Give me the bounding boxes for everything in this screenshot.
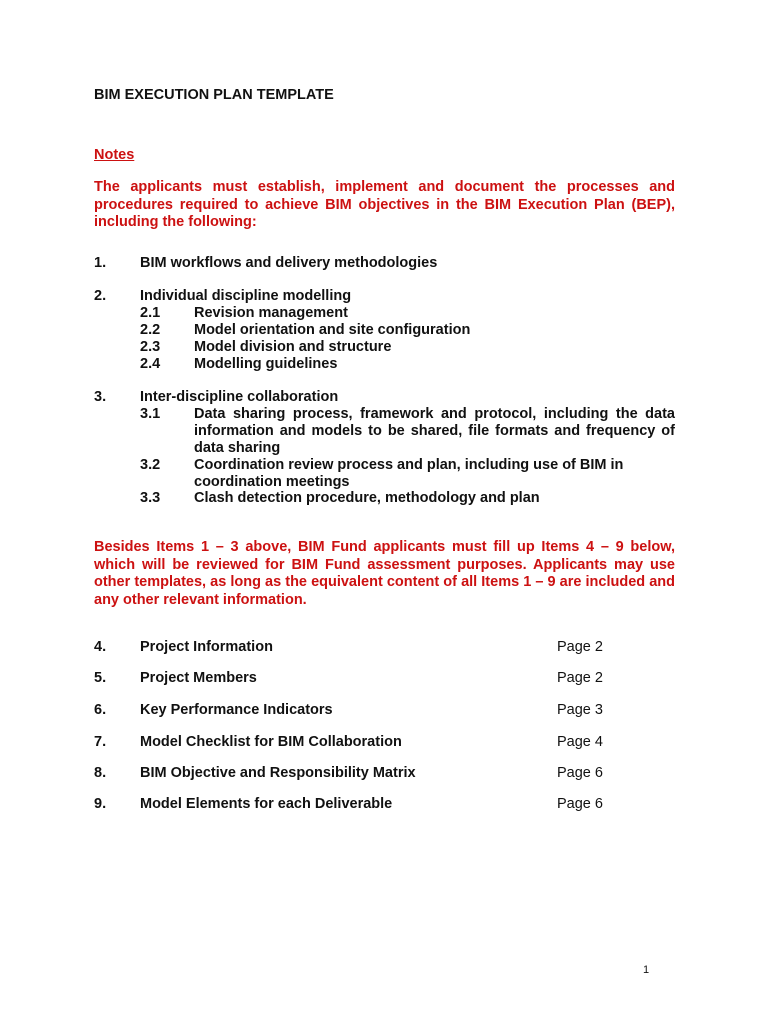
subitem-number: 2.1 [140, 305, 161, 321]
subitem-label: Model division and structure [194, 339, 392, 355]
item-label: BIM workflows and delivery methodologies [140, 255, 438, 271]
page-number: 1 [643, 964, 650, 976]
fund-item-page: Page 6 [557, 765, 603, 781]
subitem-label: Data sharing process, framework and protocol, including the data information and models to be shared, file formats and frequency of data sharing [194, 406, 675, 456]
subitem-label: Revision management [194, 305, 348, 321]
fund-item-label: Project Members [140, 670, 257, 686]
fund-item-label: Model Checklist for BIM Collaboration [140, 734, 402, 750]
fund-item-label: BIM Objective and Responsibility Matrix [140, 765, 416, 781]
document-title: BIM EXECUTION PLAN TEMPLATE [94, 87, 334, 103]
intro-paragraph: The applicants must establish, implement and document the processes and procedures required to achieve BIM objectives in the BIM Execution Plan (BEP), including the following: [94, 179, 675, 230]
fund-item-number: 4. [94, 639, 107, 655]
item-number: 2. [94, 288, 107, 304]
fund-item-number: 5. [94, 670, 107, 686]
subitem-number: 3.2 [140, 457, 161, 473]
subitem-label: Clash detection procedure, methodology and plan [194, 490, 540, 506]
fund-item-page: Page 6 [557, 796, 603, 812]
subitem-label: Model orientation and site configuration [194, 322, 471, 338]
fund-item-number: 6. [94, 702, 107, 718]
subitem-label: Coordination review process and plan, including use of BIM in coordination meetings [194, 457, 624, 490]
subitem-number: 2.3 [140, 339, 161, 355]
subitem-label: Modelling guidelines [194, 356, 338, 372]
item-number: 3. [94, 389, 107, 405]
item-number: 1. [94, 255, 107, 271]
item-label: Inter-discipline collaboration [140, 389, 339, 405]
subitem-number: 3.1 [140, 406, 161, 422]
subitem-number: 3.3 [140, 490, 161, 506]
subitem-number: 2.2 [140, 322, 161, 338]
fund-item-label: Model Elements for each Deliverable [140, 796, 393, 812]
fund-item-number: 8. [94, 765, 107, 781]
fund-item-page: Page 3 [557, 702, 603, 718]
fund-item-page: Page 4 [557, 734, 603, 750]
fund-item-label: Key Performance Indicators [140, 702, 333, 718]
fund-item-page: Page 2 [557, 639, 603, 655]
fund-item-number: 9. [94, 796, 107, 812]
item-label: Individual discipline modelling [140, 288, 352, 304]
fund-item-label: Project Information [140, 639, 273, 655]
fund-item-page: Page 2 [557, 670, 603, 686]
besides-paragraph: Besides Items 1 – 3 above, BIM Fund applicants must fill up Items 4 – 9 below, which will be reviewed for BIM Fund assessment purposes. Applicants may use other templates, as long as the equivalent content of all Items 1 – 9 are included and any other relevant information. [94, 539, 675, 608]
subitem-number: 2.4 [140, 356, 161, 372]
fund-item-number: 7. [94, 734, 107, 750]
notes-heading: Notes [94, 147, 135, 163]
